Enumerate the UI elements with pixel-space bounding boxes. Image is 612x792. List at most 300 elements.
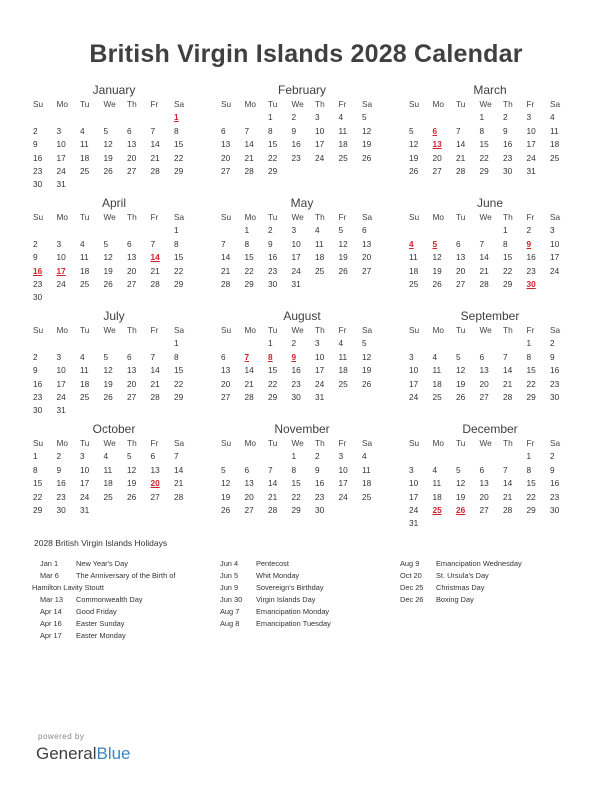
weekday-header: Tu: [80, 325, 90, 335]
calendar-day: 11: [432, 365, 442, 376]
calendar-day: 16: [315, 478, 325, 489]
calendar-day: 7: [221, 238, 226, 249]
weekday-header: We: [103, 99, 116, 109]
calendar-day: 1: [174, 225, 179, 236]
calendar-day: 30: [56, 504, 66, 515]
powered-by-text: powered by: [38, 732, 85, 741]
calendar-day: 26: [456, 391, 466, 402]
calendar-day: 25: [80, 165, 90, 176]
calendar-day: 21: [150, 378, 160, 389]
calendar-day: 25: [315, 265, 325, 276]
weekday-header: Th: [127, 99, 137, 109]
calendar-day: 6: [150, 451, 156, 462]
calendar-day: 5: [103, 238, 109, 249]
empty-day: [500, 450, 524, 463]
calendar-day: 4: [103, 451, 109, 462]
calendar-day: 5: [127, 451, 132, 462]
calendar-day: 1: [526, 451, 532, 462]
calendar-day: 19: [127, 478, 137, 489]
calendar-day: 24: [291, 265, 301, 276]
calendar-day: 12: [338, 238, 348, 249]
empty-day: [54, 111, 78, 124]
calendar-day: 4: [338, 338, 344, 349]
calendar-day: 1: [479, 112, 485, 123]
calendar-day: 17: [550, 252, 560, 263]
calendar-day: 29: [503, 278, 513, 289]
holiday-date: Dec 25: [400, 583, 424, 592]
calendar-day: 21: [221, 265, 231, 276]
holiday-name: Whit Monday: [256, 571, 300, 580]
holiday-day: 9: [291, 351, 297, 362]
calendar-day: 17: [315, 365, 325, 376]
calendar-day: 30: [33, 405, 43, 416]
calendar-day: 2: [33, 125, 38, 136]
calendar-day: 18: [338, 365, 348, 376]
calendar-day: 3: [550, 225, 555, 236]
calendar-day: 17: [315, 139, 325, 150]
calendar-day: 10: [315, 125, 325, 136]
calendar-day: 28: [221, 278, 231, 289]
weekday-header: Fr: [150, 212, 159, 222]
calendar-day: 24: [550, 265, 560, 276]
weekday-header: Th: [127, 325, 137, 335]
day-grid: [30, 437, 194, 517]
weekday-header: We: [479, 212, 492, 222]
calendar-day: 21: [456, 152, 466, 163]
calendar-day: 12: [432, 252, 442, 263]
empty-day: [148, 224, 172, 237]
calendar-day: 18: [80, 152, 90, 163]
calendar-day: 6: [479, 464, 485, 475]
calendar-day: 2: [291, 112, 297, 123]
holiday-name: Good Friday: [76, 607, 117, 616]
calendar-day: 14: [503, 365, 513, 376]
calendar-day: 7: [174, 451, 179, 462]
empty-day: [218, 111, 242, 124]
calendar-day: 10: [291, 238, 301, 249]
calendar-day: 5: [456, 351, 461, 362]
empty-day: [77, 224, 101, 237]
weekday-header: Sa: [550, 212, 561, 222]
calendar-day: 4: [80, 125, 85, 136]
holiday-day: 20: [150, 478, 160, 489]
calendar-day: 24: [409, 391, 419, 402]
weekday-header: Mo: [56, 99, 69, 109]
calendar-day: 13: [221, 139, 231, 150]
calendar-day: 9: [291, 125, 297, 136]
weekday-header: Su: [33, 99, 44, 109]
calendar-day: 16: [503, 139, 513, 150]
weekday-header: We: [291, 438, 304, 448]
calendar-day: 18: [103, 478, 113, 489]
holiday-date: Aug 7: [220, 607, 240, 616]
calendar-day: 11: [80, 365, 89, 376]
calendar-day: 23: [550, 491, 560, 502]
day-grid: [218, 211, 382, 291]
calendar-day: 25: [409, 278, 419, 289]
calendar-day: 17: [56, 378, 66, 389]
holiday-day: 9: [526, 238, 532, 249]
month-august: [218, 308, 382, 421]
month-name: September: [460, 309, 520, 323]
empty-day: [124, 111, 148, 124]
weekday-header: Sa: [174, 99, 185, 109]
calendar-day: 29: [526, 504, 536, 515]
holiday-name: The Anniversary of the Birth of: [76, 571, 176, 580]
calendar-day: 24: [80, 491, 90, 502]
calendar-day: 23: [33, 391, 43, 402]
calendar-day: 9: [33, 365, 38, 376]
holiday-day: 13: [432, 139, 442, 150]
calendar-day: 12: [456, 478, 466, 489]
calendar-day: 14: [268, 478, 278, 489]
calendar-day: 2: [56, 451, 62, 462]
calendar-day: 5: [362, 338, 367, 349]
month-name: February: [277, 83, 327, 97]
empty-day: [242, 450, 266, 463]
empty-day: [30, 224, 54, 237]
calendar-day: 22: [174, 378, 184, 389]
calendar-day: 20: [432, 152, 442, 163]
calendar-day: 17: [291, 252, 301, 263]
calendar-day: 5: [221, 464, 226, 475]
calendar-day: 27: [127, 278, 137, 289]
weekday-header: Su: [409, 99, 420, 109]
calendar-day: 19: [362, 365, 372, 376]
weekday-header: Th: [503, 212, 513, 222]
holiday-name: Emancipation Wednesday: [436, 559, 522, 568]
calendar-day: 22: [33, 491, 43, 502]
months-grid: [30, 82, 582, 534]
holiday-day: 1: [174, 112, 179, 123]
calendar-day: 12: [409, 139, 419, 150]
weekday-header: Fr: [526, 325, 535, 335]
calendar-day: 1: [33, 451, 38, 462]
calendar-day: 22: [268, 378, 278, 389]
calendar-day: 21: [503, 491, 513, 502]
calendar-day: 6: [127, 125, 132, 136]
calendar-day: 25: [550, 152, 560, 163]
calendar-day: 31: [526, 165, 536, 176]
calendar-day: 19: [409, 152, 419, 163]
calendar-day: 23: [33, 165, 43, 176]
calendar-day: 6: [221, 351, 226, 362]
holiday-day: 16: [33, 265, 43, 276]
empty-day: [124, 224, 148, 237]
calendar-day: 16: [550, 365, 560, 376]
calendar-day: 19: [103, 265, 113, 276]
calendar-day: 3: [315, 112, 320, 123]
empty-day: [477, 337, 501, 350]
calendar-day: 7: [268, 464, 273, 475]
weekday-header: Mo: [56, 325, 69, 335]
weekday-header: Fr: [338, 99, 347, 109]
weekday-header: Su: [33, 438, 44, 448]
calendar-day: 18: [315, 252, 325, 263]
calendar-day: 10: [526, 125, 536, 136]
calendar-day: 3: [338, 451, 344, 462]
calendar-day: 19: [456, 378, 466, 389]
weekday-header: Fr: [526, 212, 535, 222]
empty-day: [30, 337, 54, 350]
calendar-day: 2: [268, 225, 273, 236]
calendar-day: 29: [479, 165, 489, 176]
holiday-name: Christmas Day: [436, 583, 485, 592]
calendar-day: 16: [33, 378, 43, 389]
weekday-header: Fr: [338, 325, 347, 335]
calendar-day: 10: [56, 252, 66, 263]
calendar-day: 14: [503, 478, 513, 489]
calendar-day: 8: [503, 238, 508, 249]
calendar-day: 10: [315, 351, 325, 362]
calendar-day: 26: [432, 278, 442, 289]
calendar-day: 22: [503, 265, 513, 276]
holiday-name: Boxing Day: [436, 595, 474, 604]
month-name: July: [103, 309, 125, 323]
weekday-header: Fr: [526, 99, 535, 109]
holiday-date: Jun 5: [220, 571, 239, 580]
weekday-header: Mo: [244, 325, 257, 335]
holiday-day: 17: [56, 265, 66, 276]
calendar-day: 23: [56, 491, 66, 502]
weekday-header: We: [291, 212, 304, 222]
calendar-day: 16: [291, 139, 301, 150]
holiday-name: New Year's Day: [76, 559, 128, 568]
weekday-header: Mo: [244, 99, 257, 109]
empty-day: [148, 337, 172, 350]
calendar-day: 3: [56, 125, 62, 136]
calendar-day: 14: [456, 139, 466, 150]
calendar-day: 29: [174, 391, 184, 402]
calendar-day: 28: [479, 278, 489, 289]
month-october: [30, 421, 194, 534]
calendar-day: 23: [268, 265, 278, 276]
empty-day: [30, 111, 54, 124]
calendar-day: 22: [268, 152, 278, 163]
calendar-day: 22: [174, 265, 184, 276]
calendar-day: 3: [315, 338, 320, 349]
calendar-day: 23: [550, 378, 560, 389]
calendar-day: 2: [33, 351, 38, 362]
holiday-day: 8: [268, 351, 273, 362]
weekday-header: Tu: [80, 438, 90, 448]
calendar-day: 26: [362, 378, 372, 389]
calendar-day: 1: [291, 451, 297, 462]
calendar-day: 8: [174, 125, 179, 136]
holiday-name: Sovereign's Birthday: [256, 583, 324, 592]
weekday-header: Tu: [268, 438, 278, 448]
calendar-day: 3: [409, 351, 414, 362]
calendar-day: 12: [362, 351, 372, 362]
weekday-header: Th: [315, 438, 325, 448]
calendar-day: 7: [456, 125, 461, 136]
holiday-date: Apr 16: [40, 619, 62, 628]
calendar-day: 1: [503, 225, 508, 236]
holiday-name: Easter Sunday: [76, 619, 125, 628]
calendar-day: 7: [479, 238, 485, 249]
holiday-name: Easter Monday: [76, 631, 126, 640]
empty-day: [500, 337, 524, 350]
holiday-date: Mar 13: [40, 595, 64, 604]
empty-day: [148, 111, 172, 124]
month-november: [218, 421, 382, 534]
weekday-header: Su: [409, 438, 420, 448]
day-grid: [30, 211, 194, 305]
calendar-day: 2: [315, 451, 320, 462]
empty-day: [242, 337, 266, 350]
calendar-day: 14: [150, 139, 160, 150]
calendar-day: 8: [174, 351, 179, 362]
calendar-day: 19: [456, 491, 466, 502]
weekday-header: Fr: [338, 438, 347, 448]
calendar-day: 22: [526, 378, 536, 389]
calendar-day: 9: [33, 139, 38, 150]
calendar-day: 26: [103, 278, 113, 289]
day-grid: [30, 98, 194, 192]
weekday-header: Su: [33, 325, 44, 335]
empty-day: [430, 337, 454, 350]
calendar-day: 27: [127, 165, 137, 176]
calendar-day: 18: [432, 378, 442, 389]
calendar-day: 15: [174, 139, 184, 150]
weekday-header: Tu: [456, 99, 466, 109]
calendar-day: 23: [503, 152, 513, 163]
weekday-header: Th: [315, 212, 325, 222]
calendar-day: 26: [127, 491, 137, 502]
calendar-day: 18: [409, 265, 419, 276]
calendar-day: 8: [291, 464, 297, 475]
calendar-day: 24: [56, 391, 66, 402]
calendar-day: 26: [409, 165, 419, 176]
calendar-day: 17: [526, 139, 536, 150]
calendar-day: 19: [221, 491, 231, 502]
weekday-header: Tu: [80, 212, 90, 222]
holiday-date: Aug 8: [220, 619, 240, 628]
calendar-day: 6: [456, 238, 461, 249]
weekday-header: We: [103, 212, 116, 222]
calendar-day: 8: [479, 125, 485, 136]
day-grid: [218, 324, 382, 404]
holiday-date: Apr 14: [40, 607, 62, 616]
calendar-day: 3: [409, 464, 414, 475]
calendar-day: 6: [127, 351, 132, 362]
calendar-day: 29: [174, 165, 184, 176]
calendar-day: 15: [291, 478, 301, 489]
calendar-day: 27: [479, 391, 489, 402]
calendar-day: 3: [291, 225, 297, 236]
holiday-name: St. Ursula's Day: [436, 571, 489, 580]
calendar-day: 21: [150, 265, 160, 276]
calendar-day: 23: [291, 378, 301, 389]
calendar-day: 26: [103, 391, 113, 402]
calendar-day: 15: [503, 252, 513, 263]
calendar-day: 12: [456, 365, 466, 376]
calendar-day: 1: [268, 112, 273, 123]
calendar-day: 10: [550, 238, 560, 249]
calendar-day: 22: [174, 152, 184, 163]
calendar-day: 4: [315, 225, 320, 236]
calendar-day: 17: [409, 491, 419, 502]
calendar-day: 24: [526, 152, 536, 163]
calendar-day: 18: [362, 478, 372, 489]
calendar-day: 26: [338, 265, 348, 276]
calendar-day: 16: [56, 478, 66, 489]
calendar-day: 19: [432, 265, 442, 276]
empty-day: [406, 450, 430, 463]
calendar-day: 11: [80, 139, 89, 150]
calendar-day: 21: [268, 491, 278, 502]
weekday-header: Tu: [456, 212, 466, 222]
calendar-day: 21: [503, 378, 513, 389]
calendar-day: 13: [479, 478, 489, 489]
calendar-day: 1: [174, 338, 179, 349]
weekday-header: Tu: [268, 325, 278, 335]
weekday-header: Tu: [268, 212, 278, 222]
weekday-header: Sa: [362, 325, 373, 335]
empty-day: [430, 224, 454, 237]
holiday-name: Commonwealth Day: [76, 595, 143, 604]
weekday-header: Su: [409, 325, 420, 335]
calendar-day: 27: [362, 265, 372, 276]
calendar-day: 13: [127, 365, 137, 376]
holiday-day: 7: [244, 351, 250, 362]
weekday-header: Su: [221, 99, 232, 109]
weekday-header: Fr: [150, 99, 159, 109]
weekday-header: Mo: [244, 212, 257, 222]
calendar-day: 1: [268, 338, 273, 349]
calendar-day: 7: [150, 351, 156, 362]
calendar-day: 4: [80, 238, 85, 249]
empty-day: [218, 337, 242, 350]
calendar-day: 9: [550, 351, 555, 362]
calendar-day: 11: [550, 125, 559, 136]
holiday-date: Jun 30: [220, 595, 243, 604]
calendar-day: 6: [479, 351, 485, 362]
calendar-day: 21: [479, 265, 489, 276]
holiday-day: 25: [432, 504, 442, 515]
weekday-header: We: [103, 325, 116, 335]
calendar-day: 22: [291, 491, 301, 502]
calendar-day: 14: [244, 365, 254, 376]
calendar-day: 10: [409, 478, 419, 489]
weekday-header: Sa: [550, 438, 561, 448]
empty-day: [477, 224, 501, 237]
calendar-day: 29: [33, 504, 43, 515]
weekday-header: Th: [503, 325, 513, 335]
calendar-day: 12: [127, 464, 137, 475]
calendar-day: 14: [221, 252, 231, 263]
month-june: [406, 195, 570, 308]
weekday-header: Sa: [174, 325, 185, 335]
calendar-day: 21: [244, 378, 254, 389]
empty-day: [453, 224, 477, 237]
calendar-day: 4: [80, 351, 85, 362]
calendar-day: 20: [456, 265, 466, 276]
calendar-day: 14: [479, 252, 489, 263]
calendar-day: 17: [338, 478, 348, 489]
generalblue-logo[interactable]: [36, 744, 131, 764]
calendar-day: 1: [526, 338, 532, 349]
calendar-day: 24: [315, 378, 325, 389]
calendar-day: 23: [291, 152, 301, 163]
weekday-header: Su: [221, 438, 232, 448]
weekday-header: Sa: [550, 99, 561, 109]
calendar-day: 24: [315, 152, 325, 163]
calendar-day: 3: [80, 451, 85, 462]
day-grid: [406, 98, 570, 178]
calendar-day: 11: [432, 478, 442, 489]
calendar-day: 27: [221, 165, 231, 176]
